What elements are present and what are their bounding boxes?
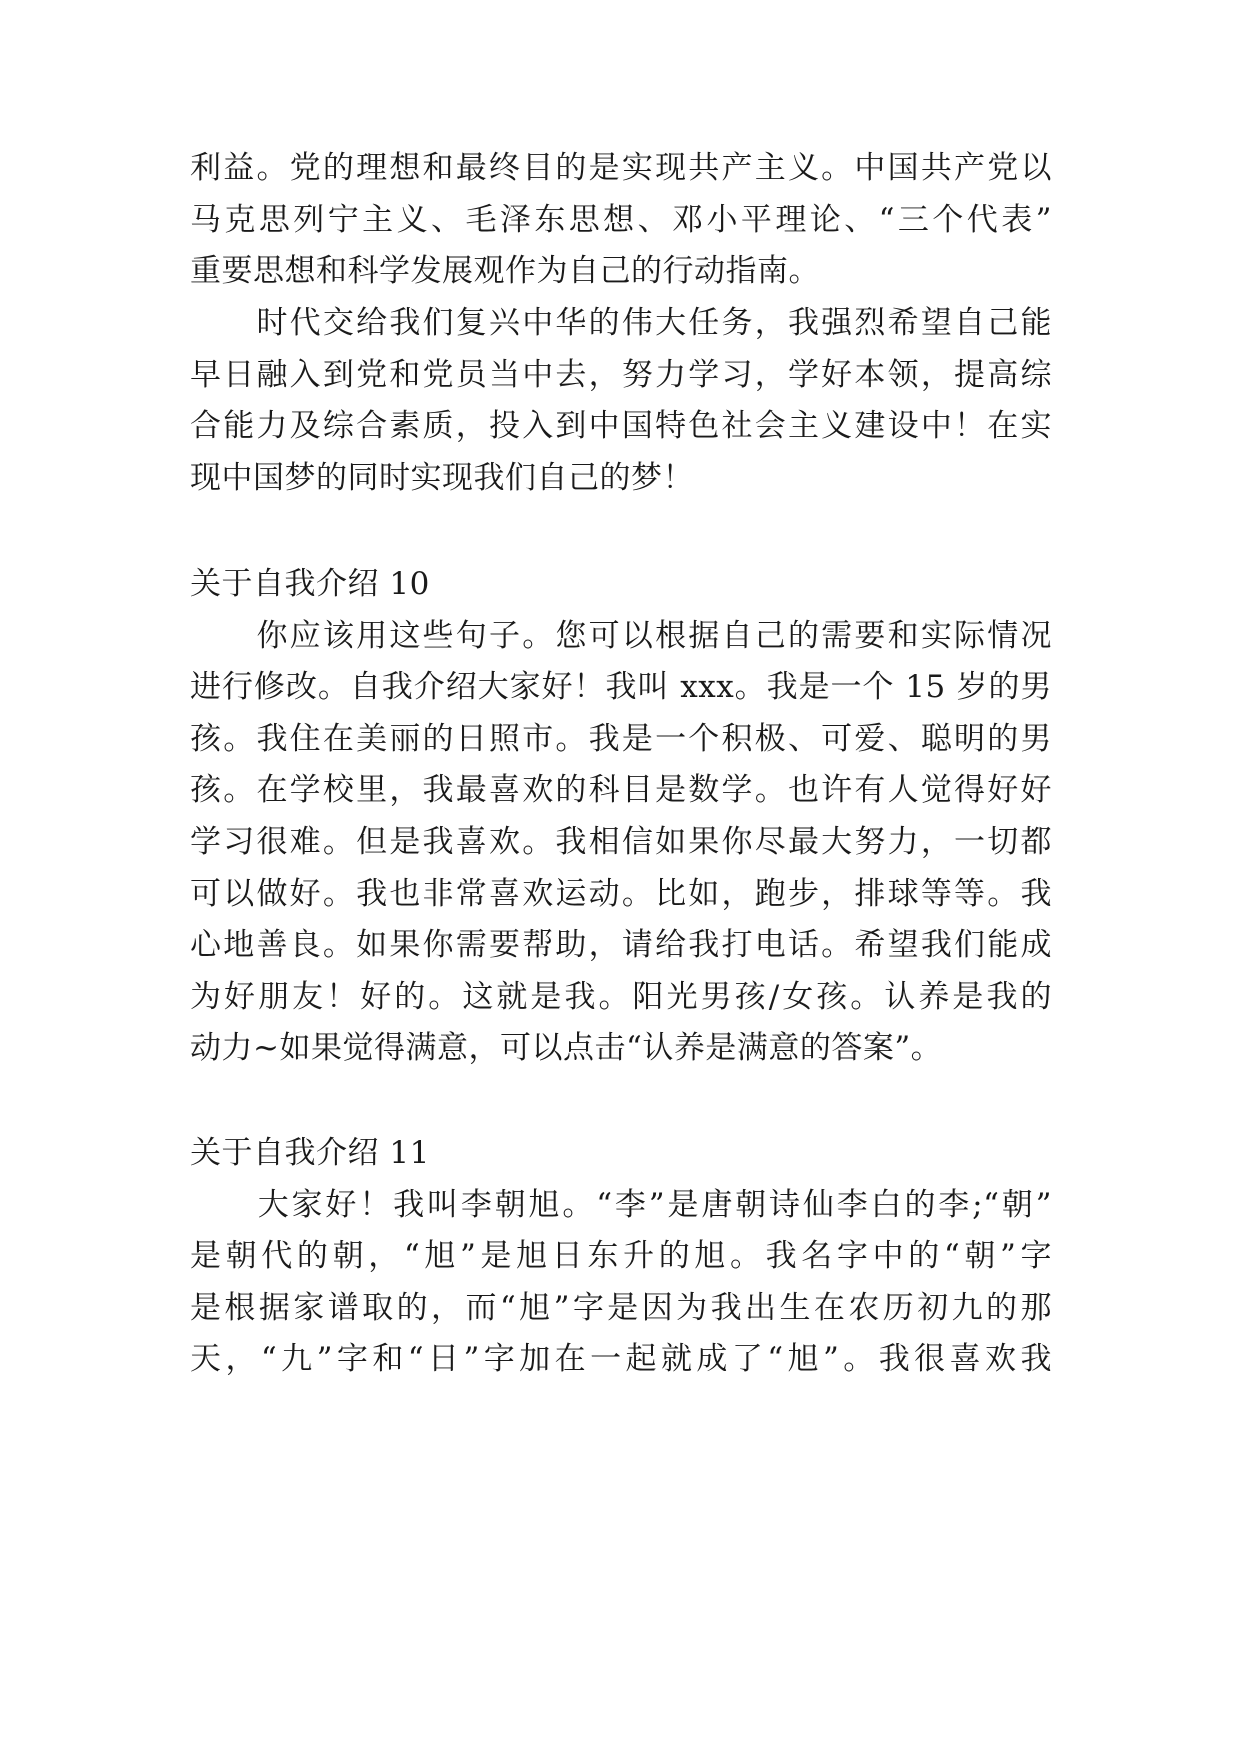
paragraph-line: 时代交给我们复兴中华的伟大任务，我强烈希望自己能	[190, 305, 1052, 341]
paragraph-line: 是朝代的朝，“旭”是旭日东升的旭。我名字中的“朝”字	[190, 1238, 1052, 1274]
paragraph-line: 孩。在学校里，我最喜欢的科目是数学。也许有人觉得好好	[190, 772, 1052, 808]
paragraph-line: 动力~如果觉得满意，可以点击“认养是满意的答案”。	[190, 1030, 943, 1066]
paragraph-line: 利益。党的理想和最终目的是实现共产主义。中国共产党以	[190, 150, 1052, 186]
paragraph-line: 进行修改。自我介绍大家好！我叫 xxx。我是一个 15 岁的男	[190, 669, 1052, 705]
paragraph-line: 为好朋友！好的。这就是我。阳光男孩/女孩。认养是我的	[190, 979, 1052, 1015]
paragraph-line: 可以做好。我也非常喜欢运动。比如，跑步，排球等等。我	[190, 876, 1052, 912]
section-heading: 关于自我介绍 10	[190, 566, 430, 602]
paragraph-line: 是根据家谱取的，而“旭”字是因为我出生在农历初九的那	[190, 1290, 1052, 1326]
paragraph-line: 学习很难。但是我喜欢。我相信如果你尽最大努力，一切都	[190, 824, 1052, 860]
paragraph-line: 你应该用这些句子。您可以根据自己的需要和实际情况	[190, 618, 1052, 654]
paragraph-line: 心地善良。如果你需要帮助，请给我打电话。希望我们能成	[190, 927, 1052, 963]
paragraph-line: 早日融入到党和党员当中去，努力学习，学好本领，提高综	[190, 357, 1052, 393]
paragraph-line: 马克思列宁主义、毛泽东思想、邓小平理论、“三个代表”	[190, 202, 1052, 238]
paragraph-line: 现中国梦的同时实现我们自己的梦！	[190, 460, 694, 496]
section-heading: 关于自我介绍 11	[190, 1135, 430, 1171]
paragraph-line: 天，“九”字和“日”字加在一起就成了“旭”。我很喜欢我	[190, 1341, 1052, 1377]
paragraph-line: 重要思想和科学发展观作为自己的行动指南。	[190, 253, 820, 289]
paragraph-line: 大家好！我叫李朝旭。“李”是唐朝诗仙李白的李;“朝”	[190, 1187, 1052, 1223]
paragraph-line: 孩。我住在美丽的日照市。我是一个积极、可爱、聪明的男	[190, 721, 1052, 757]
paragraph-line: 合能力及综合素质，投入到中国特色社会主义建设中！在实	[190, 408, 1052, 444]
